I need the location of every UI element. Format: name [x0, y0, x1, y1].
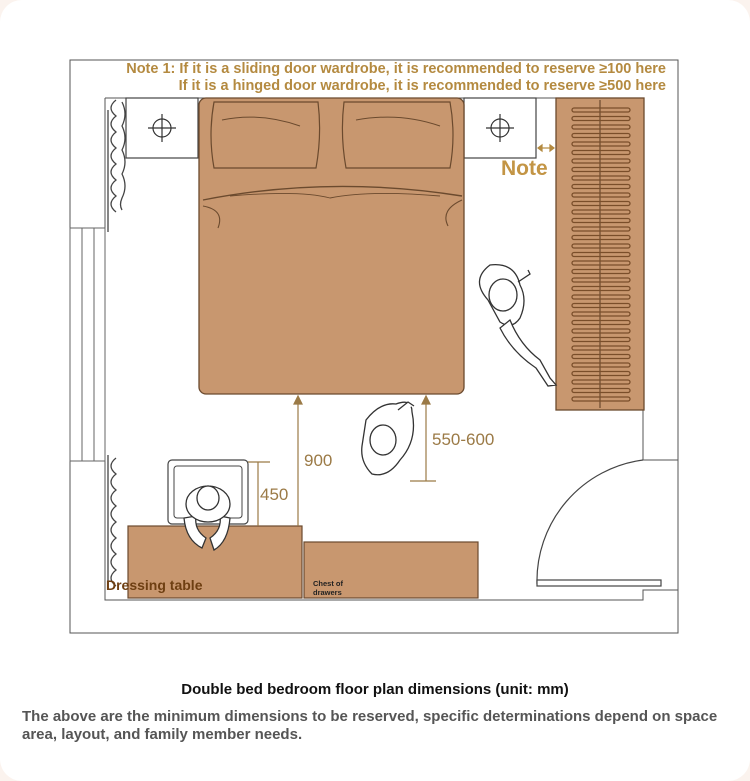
chest-of-drawers-label: Chest of drawers [313, 579, 343, 597]
curtain-bottom [108, 455, 116, 590]
nightstand-left [126, 98, 198, 158]
dimension-label-550-600: 550-600 [432, 430, 495, 449]
wardrobe [556, 98, 644, 410]
nightstand-right [464, 98, 536, 158]
dimension-label-450: 450 [260, 485, 289, 504]
dressing-table-label: Dressing table [106, 577, 203, 593]
description-text: The above are the minimum dimensions to be reserved, specific determinations depend on space area, layout, and family member needs. [22, 708, 718, 743]
note-line-2: If it is a hinged door wardrobe, it is recommended to reserve ≥500 here [178, 78, 666, 94]
curtain-top [108, 100, 125, 232]
figure-caption: Double bed bedroom floor plan dimensions (unit: mm) [181, 681, 569, 698]
window [70, 228, 105, 461]
note-arrow [538, 145, 554, 151]
dimension-label-900: 900 [304, 451, 333, 470]
double-bed [199, 98, 464, 394]
dimension-900 [294, 396, 302, 526]
note-label: Note [501, 157, 548, 180]
door [537, 460, 661, 586]
person-at-wardrobe [479, 265, 556, 386]
person-at-bed-foot [362, 402, 414, 475]
note-line-1: Note 1: If it is a sliding door wardrobe, it is recommended to reserve ≥100 here [126, 61, 666, 77]
